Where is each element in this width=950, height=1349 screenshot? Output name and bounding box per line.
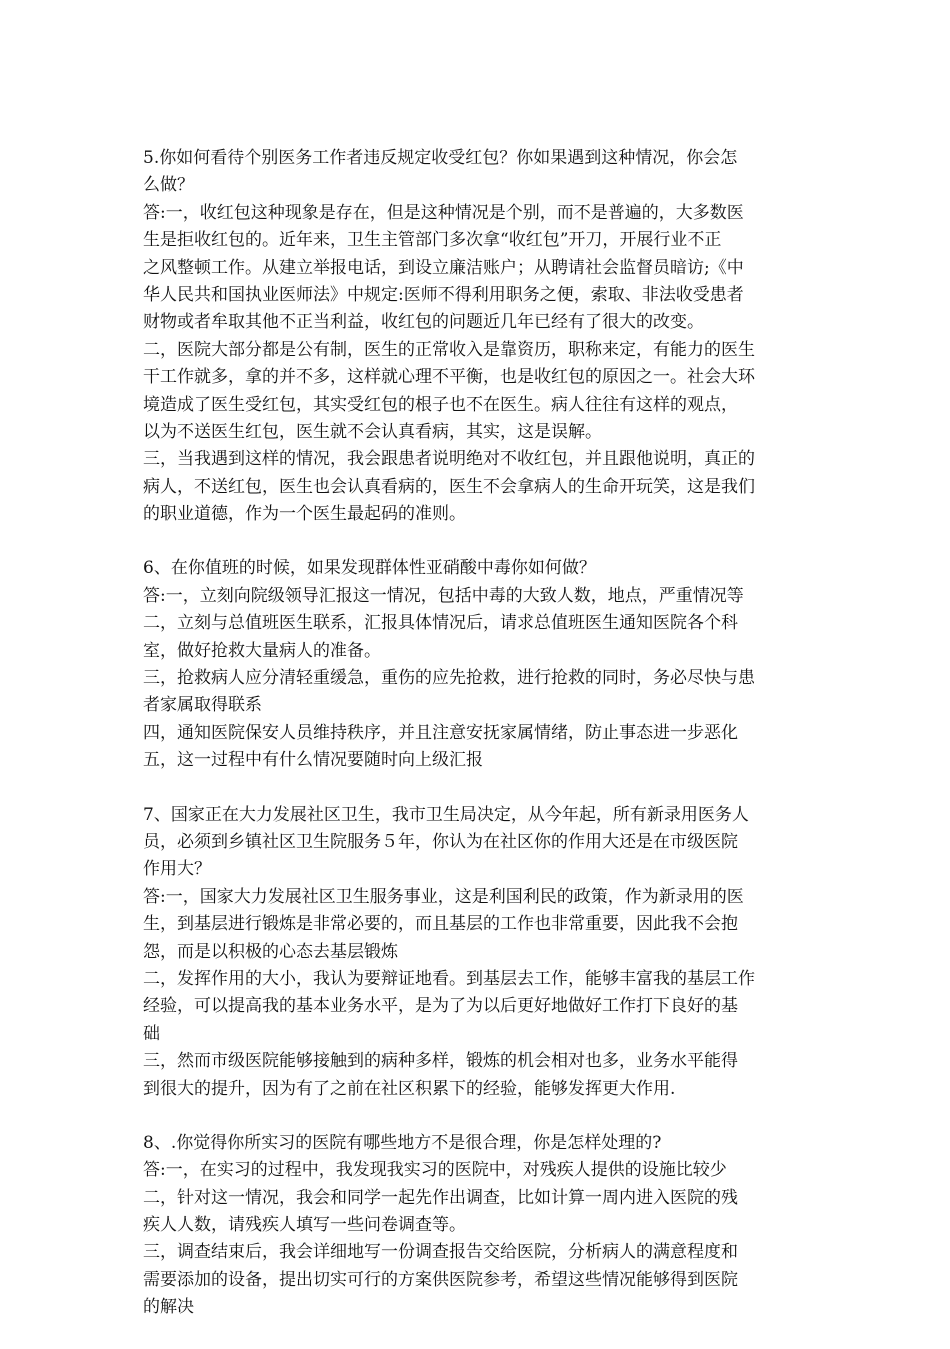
answer-8-line: 的解决: [143, 1297, 194, 1318]
answer-8-line: 疾人人数，请残疾人填写一些问卷调查等。: [143, 1215, 466, 1236]
question-5-line: 5.你如何看待个别医务工作者违反规定收受红包？你如果遇到这种情况，你会怎: [143, 148, 738, 168]
answer-5-line: 的职业道德，作为一个医生最起码的准则。: [143, 504, 466, 525]
answer-5-line: 财物或者牟取其他不正当利益，收红包的问题近几年已经有了很大的改变。: [143, 312, 704, 333]
answer-5-line: 干工作就多，拿的并不多，这样就心理不平衡，也是收红包的原因之一。社会大环: [143, 367, 755, 388]
question-6-section: [143, 555, 813, 774]
answer-8-line: 三，调查结束后，我会详细地写一份调查报告交给医院，分析病人的满意程度和: [143, 1242, 738, 1263]
question-7-line: 7、国家正在大力发展社区卫生，我市卫生局决定，从今年起，所有新录用医务人: [143, 804, 749, 825]
answer-6-line: 五，这一过程中有什么情况要随时向上级汇报: [143, 750, 483, 771]
answer-8-line: 需要添加的设备，提出切实可行的方案供医院参考，希望这些情况能够得到医院: [143, 1269, 738, 1290]
question-7-line: 员，必须到乡镇社区卫生院服务５年，你认为在社区你的作用大还是在市级医院: [143, 831, 738, 852]
answer-8-line: 二，针对这一情况，我会和同学一起先作出调查，比如计算一周内进入医院的残: [143, 1187, 738, 1208]
document-page: [143, 145, 813, 1349]
answer-5-line: 华人民共和国执业医师法》中规定:医师不得利用职务之便，索取、非法收受患者: [143, 284, 744, 305]
answer-8-line: 答:一，在实习的过程中，我发现我实习的医院中，对残疾人提供的设施比较少: [143, 1160, 727, 1181]
answer-7-line: 到很大的提升，因为有了之前在社区积累下的经验，能够发挥更大作用.: [143, 1078, 676, 1099]
answer-7-line: 生，到基层进行锻炼是非常必要的，而且基层的工作也非常重要，因此我不会抱: [143, 914, 738, 935]
answer-7-line: 三，然而市级医院能够接触到的病种多样，锻炼的机会相对也多，业务水平能得: [143, 1051, 738, 1072]
answer-5-line: 生是拒收红包的。近年来，卫生主管部门多次拿“收红包”开刀，开展行业不正: [143, 230, 722, 251]
answer-7-line: 经验，可以提高我的基本业务水平，是为了为以后更好地做好工作打下良好的基: [143, 996, 738, 1017]
question-8-line: 8、.你觉得你所实习的医院有哪些地方不是很合理，你是怎样处理的?: [143, 1132, 662, 1153]
answer-5-line: 境造成了医生受红包，其实受红包的根子也不在医生。病人往往有这样的观点，: [143, 394, 738, 415]
answer-6-line: 室，做好抢救大量病人的准备。: [143, 640, 381, 661]
question-5-line: 么做？: [143, 175, 194, 196]
question-7-section: [143, 802, 813, 1103]
answer-5-line: 以为不送医生红包，医生就不会认真看病，其实，这是误解。: [143, 421, 602, 442]
answer-7-line: 怨，而是以积极的心态去基层锻炼: [143, 941, 398, 962]
answer-5-line: 三，当我遇到这样的情况，我会跟患者说明绝对不收红包，并且跟他说明，真正的: [143, 449, 755, 470]
question-6-line: 6、在你值班的时候，如果发现群体性亚硝酸中毒你如何做？: [143, 558, 596, 579]
answer-6-line: 者家属取得联系: [143, 695, 262, 716]
answer-5-line: 之风整顿工作。从建立举报电话，到设立廉洁账户；从聘请社会监督员暗访;《中: [143, 257, 744, 278]
question-7-line: 作用大？: [143, 859, 211, 880]
answer-5-line: 病人，不送红包，医生也会认真看病的，医生不会拿病人的生命开玩笑，这是我们: [143, 476, 755, 497]
answer-6-line: 三，抢救病人应分清轻重缓急，重伤的应先抢救，进行抢救的同时，务必尽快与患: [143, 668, 755, 689]
question-8-section: [143, 1130, 813, 1322]
answer-5-line: 答:一，收红包这种现象是存在，但是这种情况是个别，而不是普遍的，大多数医: [143, 202, 744, 223]
answer-5-line: 二，医院大部分都是公有制，医生的正常收入是靠资历，职称来定，有能力的医生: [143, 339, 755, 360]
answer-6-line: 答:一，立刻向院级领导汇报这一情况，包括中毒的大致人数，地点，严重情况等: [143, 585, 744, 606]
answer-6-line: 四，通知医院保安人员维持秩序，并且注意安抚家属情绪，防止事态进一步恶化: [143, 722, 738, 743]
answer-7-line: 答:一，国家大力发展社区卫生服务事业，这是利国利民的政策，作为新录用的医: [143, 886, 744, 907]
question-5-section: [143, 145, 813, 528]
answer-7-line: 二，发挥作用的大小，我认为要辩证地看。到基层去工作，能够丰富我的基层工作: [143, 968, 755, 989]
answer-6-line: 二，立刻与总值班医生联系，汇报具体情况后，请求总值班医生通知医院各个科: [143, 613, 738, 634]
answer-7-line: 础: [143, 1023, 160, 1044]
